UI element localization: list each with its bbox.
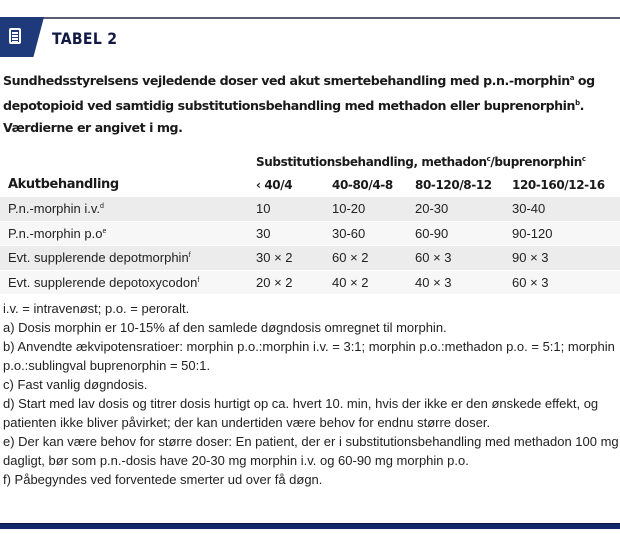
group-header-text-2: /buprenorphin [490, 154, 582, 169]
table-row [0, 197, 620, 222]
column-header: 120-160/12-16 [512, 177, 605, 192]
table-cell: 30-40 [512, 197, 620, 222]
table-cell: 60 × 3 [415, 246, 512, 271]
caption-text-2: og depotopioid ved samtidig substitutionsbehandling med methadon eller buprenorphin [3, 73, 595, 113]
group-header [256, 150, 620, 173]
table-cell: 20-30 [415, 197, 512, 222]
table-cell: 90 × 3 [512, 246, 620, 271]
table-badge [0, 17, 44, 57]
column-header: Akutbehandling [8, 177, 119, 192]
footnote-b: b) Anvendte ækvipotensratioer: morphin p.o.:morphin i.v. = 3:1; morphin p.o.:methadon p.o. = 5:1; morphin p.o.:sublingval buprenorphin = 50:1. [3, 339, 615, 373]
table-cell: 60 × 3 [512, 270, 620, 294]
table-cell: 10 [256, 197, 332, 222]
column-header: 40-80/4-8 [332, 177, 393, 192]
footnote-abbreviations: i.v. = intravenøst; p.o. = peroralt. [3, 301, 190, 316]
footnote-ref: e [102, 227, 107, 235]
footer-rule [0, 523, 620, 529]
footnote-ref-c: c [486, 154, 491, 163]
group-header-text-1: Substitutionsbehandling, methadon [256, 154, 487, 169]
column-header: 80-120/8-12 [415, 177, 492, 192]
table-cell: 10-20 [332, 197, 415, 222]
table-cell: 60 × 2 [332, 246, 415, 271]
table-row [0, 270, 620, 294]
row-label: Evt. supplerende depotoxycodon$^f$ [0, 270, 256, 294]
table-cell: 20 × 2 [256, 270, 332, 294]
footnotes [3, 299, 619, 489]
footnote-a: a) Dosis morphin er 10-15% af den samlede døgndosis omregnet til morphin. [3, 320, 447, 335]
row-label: P.n.-morphin $p.o^e$ [0, 221, 256, 246]
table-title: TABEL 2 [52, 29, 118, 48]
footnote-ref: f [197, 276, 200, 284]
table-cell: 30-60 [332, 221, 415, 246]
footnote-ref-a: a [569, 74, 574, 82]
caption-text-1: Sundhedsstyrelsens vejledende doser ved akut smertebehandling med p.n.-morphin [3, 73, 570, 88]
footnote-ref: d [100, 203, 104, 211]
footnote-f: f) Påbegyndes ved forventede smerter ud over få døgn. [3, 472, 323, 487]
footnote-ref-c: c [581, 154, 586, 163]
column-header: ‹ 40/4 [256, 177, 293, 192]
footnote-d: d) Start med lav dosis og titrer dosis hurtigt op ca. hvert 10. min, hvis der ikke er den ønskede effekt, og patienten ikke bliver påvirket; der kan undertiden være behov for endnu større doser. [3, 396, 599, 430]
table-row [0, 246, 620, 271]
footnote-ref-b: b [575, 99, 580, 107]
dose-table [0, 150, 620, 294]
table-cell: 30 × 2 [256, 246, 332, 271]
empty-header-cell [0, 150, 256, 173]
row-label: P.n.-morphin i.v.$^d$ [0, 197, 256, 222]
table-cell: 60-90 [415, 221, 512, 246]
table-cell: 40 × 3 [415, 270, 512, 294]
table-cell: 40 × 2 [332, 270, 415, 294]
document-list-icon [9, 28, 21, 44]
group-header-row [0, 150, 620, 173]
footnote-e: e) Der kan være behov for større doser: En patient, der er i substitutionsbehandling med methadon 100 mg dagligt, bør som p.n.-dosis have 20-30 mg morphin i.v. og 60-90 mg morphin p.o. [3, 434, 619, 468]
table-row [0, 221, 620, 246]
column-header-row [0, 173, 620, 197]
footnote-c: c) Fast vanlig døgndosis. [3, 377, 148, 392]
table-cell: 90-120 [512, 221, 620, 246]
table-cell: 30 [256, 221, 332, 246]
table-caption [3, 67, 620, 139]
row-label: Evt. supplerende depotmorphin$^f$ [0, 246, 256, 271]
header-rule [0, 17, 620, 19]
footnote-ref: f [188, 252, 191, 260]
caption-text-3: . Værdierne er angivet i mg. [3, 98, 584, 135]
